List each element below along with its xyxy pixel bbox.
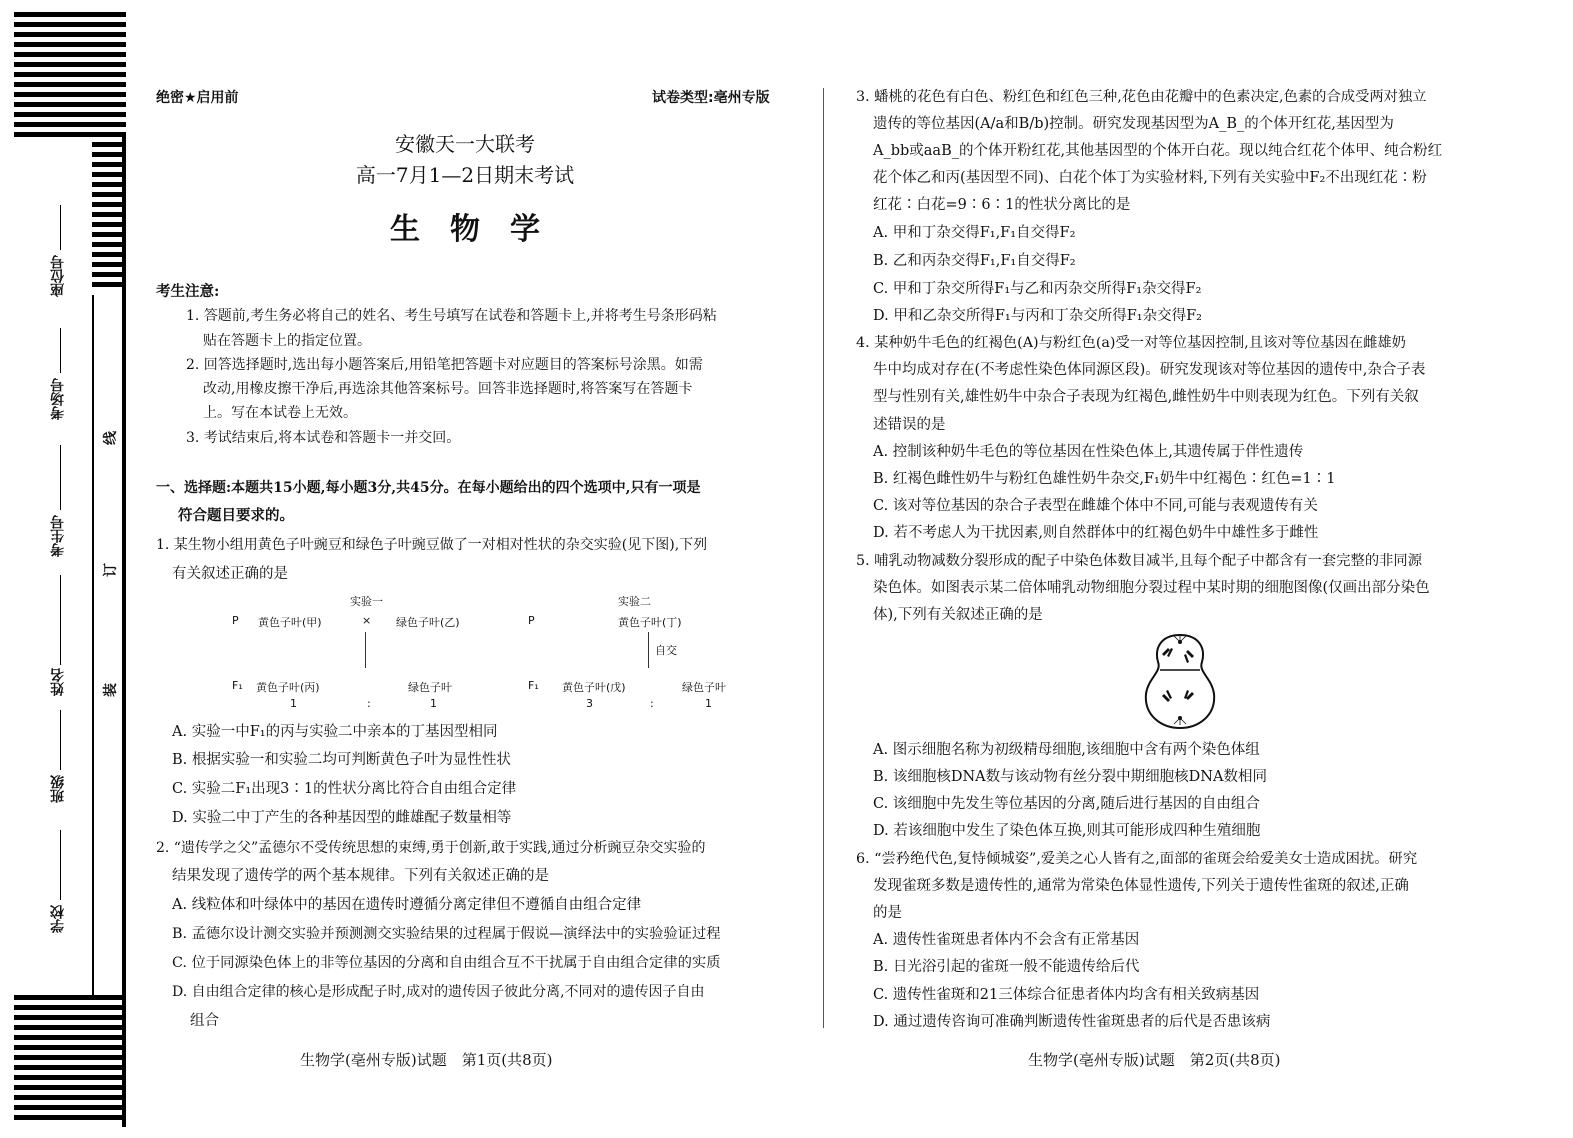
q6-stem-line1: 6. “尝矜绝代色,复恃倾城姿”,爱美之心人皆有之,面部的雀斑会给爱美女士造成困扰。研究 xyxy=(856,851,1418,867)
q3-option-b: B. 乙和丙杂交得F₁,F₁自交得F₂ xyxy=(873,253,1076,269)
exam-session-title: 高一7月1—2日期末考试 xyxy=(355,163,575,187)
candidate-number-line xyxy=(60,445,61,510)
q1-exp1-p: P xyxy=(232,614,239,627)
q5-stem-line3: 体),下列有关叙述正确的是 xyxy=(873,607,1043,623)
q1-exp2-arrow xyxy=(648,632,649,668)
q4-option-b: B. 红褐色雌性奶牛与粉红色雄性奶牛杂交,F₁奶牛中红褐色∶红色=1∶1 xyxy=(873,471,1336,487)
notice-item-1b: 贴在答题卡上的指定位置。 xyxy=(203,333,371,349)
notice-heading: 考生注意: xyxy=(156,283,220,300)
exam-room-line xyxy=(60,328,61,373)
school-line xyxy=(60,830,61,900)
q1-option-c: C. 实验二F₁出现3∶1的性状分离比符合自由组合定律 xyxy=(172,781,517,797)
page-1-footer: 生物学(亳州专版)试题 第1页(共8页) xyxy=(300,1051,553,1069)
q4-stem-line1: 4. 某种奶牛毛色的红褐色(A)与粉红色(a)受一对等位基因控制,且该对等位基因在雌雄奶 xyxy=(856,335,1406,351)
binding-barcode-top xyxy=(14,12,126,137)
q5-option-b: B. 该细胞核DNA数与该动物有丝分裂中期细胞核DNA数相同 xyxy=(873,769,1267,785)
q3-option-d: D. 甲和乙杂交所得F₁与丙和丁杂交所得F₁杂交得F₂ xyxy=(873,308,1202,324)
school-label: 学校 xyxy=(50,905,66,933)
q2-option-a: A. 线粒体和叶绿体中的基因在遗传时遵循分离定律但不遵循自由组合定律 xyxy=(172,897,642,913)
q1-exp1-parent1: 黄色子叶(甲) xyxy=(258,616,322,629)
q4-stem-line2: 牛中均成对存在(不考虑性染色体同源区段)。研究发现该对等位基因的遗传中,杂合子表 xyxy=(873,362,1426,378)
column-divider xyxy=(823,88,824,1028)
seat-number-label: 座位号 xyxy=(50,255,66,297)
q3-stem-line2: 遗传的等位基因(A/a和B/b)控制。研究发现基因型为A_B_的个体开红花,基因型为 xyxy=(873,116,1394,132)
confidential-label: 绝密★启用前 xyxy=(156,90,239,106)
binding-char-bind: 装 xyxy=(103,683,119,697)
binding-rail xyxy=(92,295,94,1000)
q4-stem-line3: 型与性别有关,雄性奶牛中杂合子表现为红褐色,雌性奶牛中则表现为红色。下列有关叙 xyxy=(873,389,1419,405)
q1-exp1-offspring1: 黄色子叶(丙) xyxy=(256,681,320,694)
binding-rail-right xyxy=(122,137,126,1127)
q1-exp1-parent2: 绿色子叶(乙) xyxy=(396,616,460,629)
section-1-heading-cont: 符合题目要求的。 xyxy=(178,507,294,524)
q1-exp1-arrow xyxy=(365,632,366,668)
q5-stem-line2: 染色体。如图表示某二倍体哺乳动物细胞分裂过程中某时期的细胞图像(仅画出部分染色 xyxy=(873,580,1430,596)
q4-option-a: A. 控制该种奶牛毛色的等位基因在性染色体上,其遗传属于伴性遗传 xyxy=(873,444,1304,460)
notice-item-2b: 改动,用橡皮擦干净后,再选涂其他答案标号。回答非选择题时,将答案写在答题卡 xyxy=(203,381,693,397)
q1-ratio2-a: 3 xyxy=(586,697,593,710)
q5-option-a: A. 图示细胞名称为初级精母细胞,该细胞中含有两个染色体组 xyxy=(873,742,1260,758)
q3-stem-line5: 红花∶白花=9∶6∶1的性状分离比的是 xyxy=(873,197,1131,213)
q5-option-d: D. 若该细胞中发生了染色体互换,则其可能形成四种生殖细胞 xyxy=(873,823,1261,839)
candidate-number-label: 考生号 xyxy=(50,515,66,557)
q3-option-c: C. 甲和丁杂交所得F₁与乙和丙杂交所得F₁杂交得F₂ xyxy=(873,281,1202,297)
q1-option-d: D. 实验二中丁产生的各种基因型的雌雄配子数量相等 xyxy=(172,810,512,826)
q1-exp2-p: P xyxy=(528,614,535,627)
page-2-footer: 生物学(亳州专版)试题 第2页(共8页) xyxy=(1028,1051,1281,1069)
q1-exp2-title: 实验二 xyxy=(618,595,651,608)
q6-option-d: D. 通过遗传咨询可准确判断遗传性雀斑患者的后代是否患该病 xyxy=(873,1014,1271,1030)
q2-stem-line1: 2. “遗传学之父”孟德尔不受传统思想的束缚,勇于创新,敢于实践,通过分析豌豆杂交实验的 xyxy=(156,840,706,856)
q1-ratio1-b: 1 xyxy=(430,697,437,710)
name-line xyxy=(60,575,61,665)
q1-exp2-f1: F₁ xyxy=(528,679,539,692)
q3-option-a: A. 甲和丁杂交得F₁,F₁自交得F₂ xyxy=(873,225,1076,241)
q1-ratio1-colon: : xyxy=(367,697,371,710)
section-1-heading: 一、选择题:本题共15小题,每小题3分,共45分。在每小题给出的四个选项中,只有一项是 xyxy=(156,480,701,496)
name-label: 姓名 xyxy=(50,668,66,696)
notice-item-3: 3. 考试结束后,将本试卷和答题卡一并交回。 xyxy=(186,430,461,446)
q4-option-d: D. 若不考虑人为干扰因素,则自然群体中的红褐色奶牛中雄性多于雌性 xyxy=(873,525,1319,541)
q5-stem-line1: 5. 哺乳动物减数分裂形成的配子中染色体数目减半,且每个配子中都含有一套完整的非同源 xyxy=(856,553,1423,569)
notice-item-2a: 2. 回答选择题时,选出每小题答案后,用铅笔把答题卡对应题目的答案标号涂黑。如需 xyxy=(186,357,703,373)
q6-stem-line2: 发现雀斑多数是遗传性的,通常为常染色体显性遗传,下列关于遗传性雀斑的叙述,正确 xyxy=(873,878,1409,894)
binding-char-order: 订 xyxy=(103,563,119,577)
notice-item-2c: 上。写在本试卷上无效。 xyxy=(203,405,357,421)
q1-exp2-offspring1: 黄色子叶(戊) xyxy=(562,681,626,694)
q1-exp2-selfing: 自交 xyxy=(655,644,677,657)
seat-number-line xyxy=(60,205,61,250)
q1-exp1-cross: × xyxy=(362,614,372,627)
notice-item-1a: 1. 答题前,考生务必将自己的姓名、考生号填写在试卷和答题卡上,并将考生号条形码粘 xyxy=(186,308,717,324)
q1-ratio2-colon: : xyxy=(650,697,654,710)
q1-exp1-offspring2: 绿色子叶 xyxy=(408,681,452,694)
q2-stem-line2: 结果发现了遗传学的两个基本规律。下列有关叙述正确的是 xyxy=(172,868,549,884)
paper-type-label: 试卷类型:亳州专版 xyxy=(652,90,770,106)
q1-exp2-offspring2: 绿色子叶 xyxy=(682,681,726,694)
q3-stem-line3: A_bb或aaB_的个体开粉红花,其他基因型的个体开白花。现以纯合红花个体甲、纯合粉红 xyxy=(873,143,1443,159)
q1-stem-line1: 1. 某生物小组用黄色子叶豌豆和绿色子叶豌豆做了一对相对性状的杂交实验(见下图),下列 xyxy=(156,537,708,553)
q6-option-a: A. 遗传性雀斑患者体内不会含有正常基因 xyxy=(873,932,1140,948)
q3-stem-line1: 3. 蟠桃的花色有白色、粉红色和红色三种,花色由花瓣中的色素决定,色素的合成受两对独立 xyxy=(856,89,1427,105)
binding-char-line: 线 xyxy=(103,431,119,445)
q1-exp2-parent: 黄色子叶(丁) xyxy=(618,616,682,629)
q5-cell-diagram xyxy=(1140,632,1220,732)
q1-option-b: B. 根据实验一和实验二均可判断黄色子叶为显性性状 xyxy=(172,752,511,768)
q6-stem-line3: 的是 xyxy=(873,905,902,921)
q1-ratio1-a: 1 xyxy=(290,697,297,710)
q3-stem-line4: 花个体乙和丙(基因型不同)、白花个体丁为实验材料,下列有关实验中F₂不出现红花∶粉 xyxy=(873,170,1427,186)
q1-stem-line2: 有关叙述正确的是 xyxy=(172,566,288,582)
q6-option-b: B. 日光浴引起的雀斑一般不能遗传给后代 xyxy=(873,959,1140,975)
q1-option-a: A. 实验一中F₁的丙与实验二中亲本的丁基因型相同 xyxy=(172,724,498,740)
class-line xyxy=(60,710,61,770)
q6-option-c: C. 遗传性雀斑和21三体综合征患者体内均含有相关致病基因 xyxy=(873,987,1260,1003)
q1-ratio2-b: 1 xyxy=(705,697,712,710)
q4-stem-line4: 述错误的是 xyxy=(873,417,946,433)
q2-option-d-cont: 组合 xyxy=(190,1013,219,1029)
subject-title: 生 物 学 xyxy=(390,212,540,247)
q2-option-c: C. 位于同源染色体上的非等位基因的分离和自由组合互不干扰属于自由组合定律的实质 xyxy=(172,955,721,971)
q4-option-c: C. 该对等位基因的杂合子表型在雌雄个体中不同,可能与表观遗传有关 xyxy=(873,498,1318,514)
exam-org-title: 安徽天一大联考 xyxy=(395,132,535,156)
q1-exp1-f1: F₁ xyxy=(232,679,243,692)
q1-exp1-title: 实验一 xyxy=(350,595,383,608)
q2-option-b: B. 孟德尔设计测交实验并预测测交实验结果的过程属于假说—演绎法中的实验验证过程 xyxy=(172,926,721,942)
exam-room-label: 考场号 xyxy=(50,378,66,420)
class-label: 班级 xyxy=(50,775,66,803)
q2-option-d: D. 自由组合定律的核心是形成配子时,成对的遗传因子彼此分离,不同对的遗传因子自由 xyxy=(172,984,705,1000)
q5-option-c: C. 该细胞中先发生等位基因的分离,随后进行基因的自由组合 xyxy=(873,796,1260,812)
binding-barcode-middle xyxy=(92,137,126,297)
binding-barcode-bottom xyxy=(14,995,126,1125)
